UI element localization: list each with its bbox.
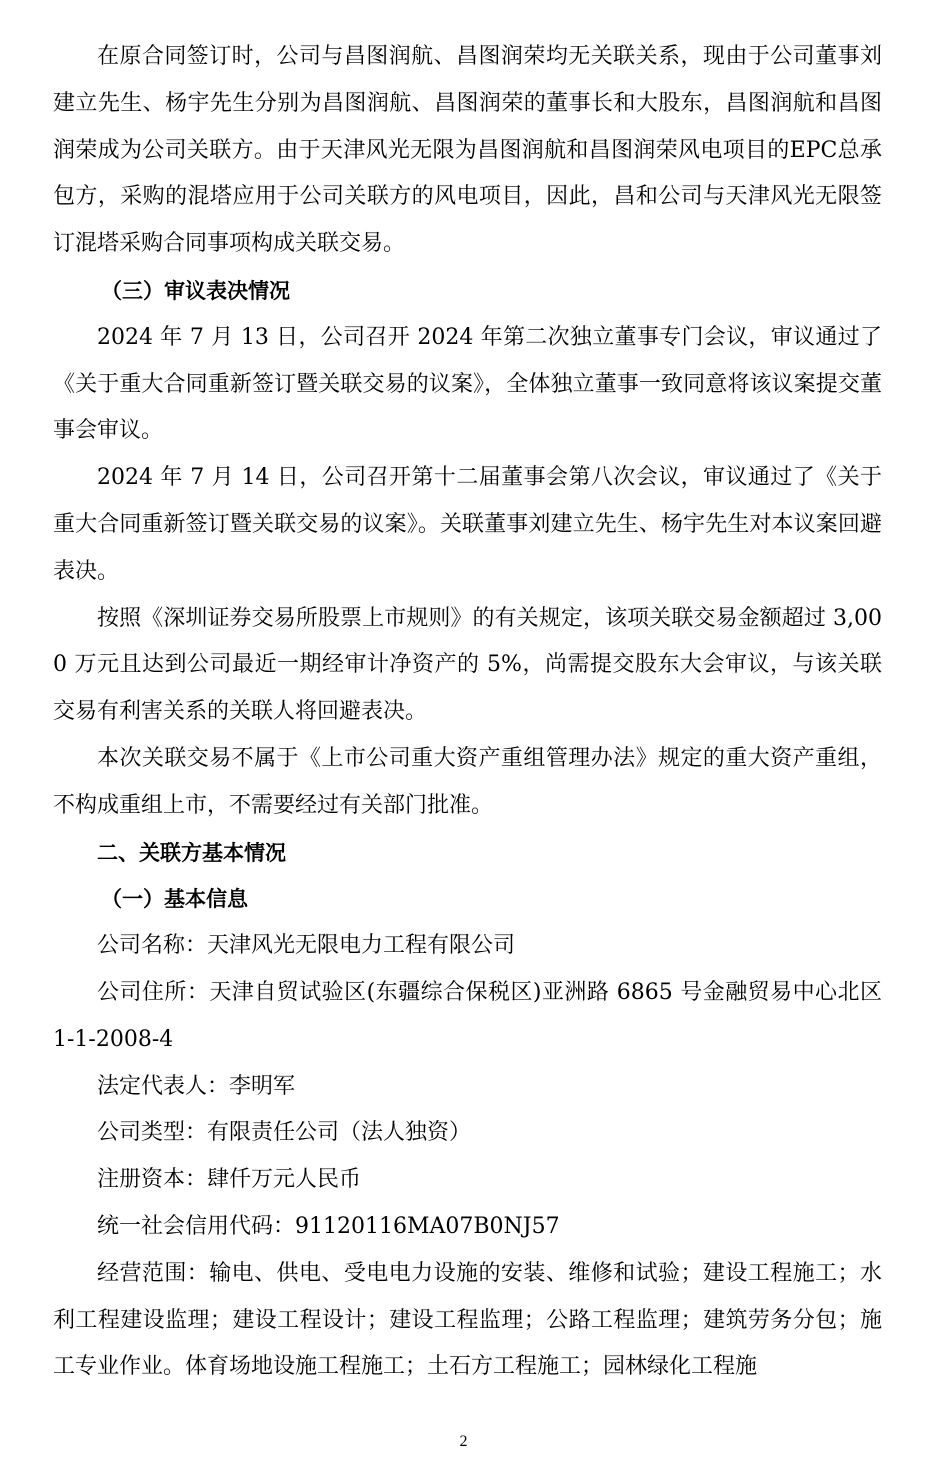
paragraph-independent-directors-meeting: 2024 年 7 月 13 日，公司召开 2024 年第二次独立董事专门会议，审议通过了《关于重大合同重新签订暨关联交易的议案》，全体独立董事一致同意将该议案提交董事会审议。 [53, 324, 882, 444]
field-company-address: 公司住所：天津自贸试验区(东疆综合保税区)亚洲路 6865 号金融贸易中心北区 1-1-2008-4 [53, 979, 882, 1052]
field-registered-capital: 注册资本：肆仟万元人民币 [97, 1167, 362, 1193]
paragraph-not-major-restructuring: 本次关联交易不属于《上市公司重大资产重组管理办法》规定的重大资产重组，不构成重组上市，不需要经过有关部门批准。 [53, 745, 882, 818]
paragraph-shareholder-approval: 按照《深圳证券交易所股票上市规则》的有关规定，该项关联交易金额超过 3,000 万元且达到公司最近一期经审计净资产的 5%，尚需提交股东大会审议，与该关联交易有利害关系的关联人将回避表决。 [53, 605, 882, 725]
field-legal-representative: 法定代表人：李明军 [97, 1073, 296, 1099]
heading-related-party-info: 二、关联方基本情况 [97, 840, 286, 865]
page-number: 2 [459, 1433, 468, 1450]
paragraph-related-party-reason: 在原合同签订时，公司与昌图润航、昌图润荣均无关联关系，现由于公司董事刘建立先生、杨宇先生分别为昌图润航、昌图润荣的董事长和大股东，昌图润航和昌图润荣成为公司关联方。由于天津风光无限为昌图润航和昌图润荣风电项目的EPC总承包方，采购的混塔应用于公司关联方的风电项目，因此，昌和公司与天津风光无限签订混塔采购合同事项构成关联交易。 [53, 44, 882, 257]
heading-basic-info: （一）基本信息 [101, 887, 248, 912]
field-credit-code: 统一社会信用代码：91120116MA07B0NJ57 [97, 1213, 560, 1239]
field-business-scope: 经营范围：输电、供电、受电电力设施的安装、维修和试验；建设工程施工；水利工程建设监理；建设工程设计；建设工程监理；公路工程监理；建筑劳务分包；施工专业作业。体育场地设施工程施工；土石方工程施工；园林绿化工程施 [53, 1260, 882, 1380]
document-body [53, 34, 882, 1391]
paragraph-board-meeting: 2024 年 7 月 14 日，公司召开第十二届董事会第八次会议，审议通过了《关于重大合同重新签订暨关联交易的议案》。关联董事刘建立先生、杨宇先生对本议案回避表决。 [53, 465, 882, 584]
field-company-type: 公司类型：有限责任公司（法人独资） [97, 1120, 472, 1146]
heading-review-results: （三）审议表决情况 [101, 278, 290, 303]
field-company-name: 公司名称：天津风光无限电力工程有限公司 [97, 933, 516, 959]
